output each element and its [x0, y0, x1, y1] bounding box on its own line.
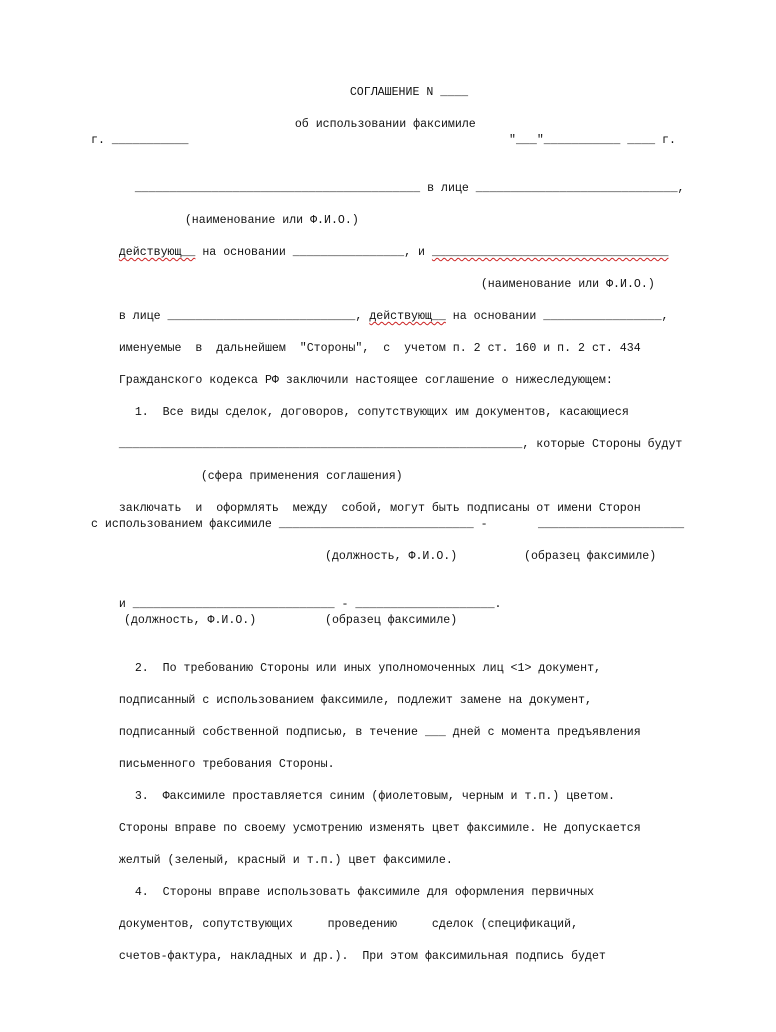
- party1-rep-blank: _____________________________: [475, 182, 678, 195]
- city-field: г. ___________: [91, 134, 189, 147]
- clause1-scope-caption-text: (сфера применения соглашения): [200, 470, 403, 483]
- city-date-line: [91, 133, 690, 149]
- clause2-line-4: [91, 741, 690, 771]
- rep2-acting-word: действующ__: [369, 310, 446, 323]
- clause1-line-5: [91, 581, 690, 611]
- clause2-line-2-text: подписанный с использованием факсимиле, подлежит замене на документ,: [118, 694, 592, 707]
- clause3-line-3: [91, 837, 690, 867]
- party1-line-end: ,: [677, 182, 685, 195]
- rep2-basis: на основании _________________,: [445, 310, 669, 323]
- clause2-line-4-text: письменного требования Стороны.: [118, 758, 335, 771]
- clause2-line-3: [91, 709, 690, 739]
- clause2-line-1: [107, 645, 690, 675]
- clause1-captions-2: [91, 613, 690, 629]
- clause2-line-2: [91, 677, 690, 707]
- clause1-line-5-text: и _____________________________ - ____________________.: [118, 598, 502, 611]
- party2-caption-text: (наименование или Ф.И.О.): [480, 278, 655, 291]
- clause4-line-1: [107, 869, 690, 899]
- acting-word: действующ__: [118, 246, 196, 259]
- document-subtitle: [267, 101, 527, 131]
- clause1-line-3-text: заключать и оформлять между собой, могут быть подписаны от имени Сторон: [118, 502, 641, 515]
- clause1-caption-position: (должность, Ф.И.О.): [325, 550, 458, 563]
- intro-line-2-text: Гражданского кодекса РФ заключили настоящее соглашение о нижеследующем:: [118, 374, 613, 387]
- party2-blank: __________________________________: [431, 246, 669, 259]
- clause4-line-1-text: 4. Стороны вправе использовать факсимиле для оформления первичных: [134, 886, 595, 899]
- clause1-scope-caption: [173, 453, 433, 483]
- clause1-line-1-text: 1. Все виды сделок, договоров, сопутствующих им документов, касающиеся: [134, 406, 629, 419]
- acting-line: [91, 229, 690, 259]
- clause1-line-1: [107, 389, 690, 419]
- subtitle-text: об использовании факсимиле: [294, 118, 476, 131]
- clause3-line-1-text: 3. Факсимиле проставляется синим (фиолетовым, черным и т.п.) цветом.: [134, 790, 615, 803]
- clause2-line-1-text: 2. По требованию Стороны или иных уполномоченных лиц <1> документ,: [134, 662, 601, 675]
- date-field: "___"___________ ____ г.: [509, 134, 676, 147]
- document-title: [322, 69, 522, 99]
- clause1-line-4: [91, 517, 690, 533]
- party1-blank: _________________________________________: [134, 182, 421, 195]
- clause1-scope-blank: __________________________________________________________: [118, 438, 523, 451]
- clause3-line-3-text: желтый (зеленый, красный и т.п.) цвет факсимиле.: [118, 854, 453, 867]
- acting-basis: на основании ________________, и: [195, 246, 432, 259]
- clause1-line-2: [91, 421, 690, 451]
- clause2-line-3-text: подписанный собственной подписью, в течение ___ дней с момента предъявления: [118, 726, 641, 739]
- intro-line-2: [91, 357, 690, 387]
- intro-line-1: [91, 325, 690, 355]
- clause1-line-2-tail: , которые Стороны будут: [522, 438, 683, 451]
- clause4-line-2: [91, 901, 690, 931]
- party1-line: [107, 165, 690, 195]
- clause3-line-2: [91, 805, 690, 835]
- party1-caption-text: (наименование или Ф.И.О.): [184, 214, 359, 227]
- clause3-line-1: [107, 773, 690, 803]
- rep2-line: [91, 293, 690, 323]
- title-text: СОГЛАШЕНИЕ N ____: [349, 86, 469, 99]
- clause1-line-4-right: _____________________: [538, 518, 685, 531]
- clause4-line-3-text: счетов-фактура, накладных и др.). При этом факсимильная подпись будет: [118, 950, 606, 963]
- clause4-line-3: [91, 933, 690, 963]
- party1-caption: [157, 197, 417, 227]
- clause1-line-3: [91, 485, 690, 515]
- clause1-caption2-sample: (образец факсимиле): [325, 614, 458, 627]
- rep2-start: в лице ___________________________,: [118, 310, 370, 323]
- clause3-line-2-text: Стороны вправе по своему усмотрению изменять цвет факсимиле. Не допускается: [118, 822, 641, 835]
- clause1-line-4-left: с использованием факсимиле ____________________________ -: [91, 518, 488, 531]
- clause1-caption2-position: (должность, Ф.И.О.): [124, 614, 257, 627]
- clause1-caption-sample: (образец факсимиле): [524, 550, 657, 563]
- clause4-line-2-text: документов, сопутствующих проведению сделок (спецификаций,: [118, 918, 579, 931]
- in-person-label: в лице: [420, 182, 476, 195]
- intro-line-1-text: именуемые в дальнейшем "Стороны", с учетом п. 2 ст. 160 и п. 2 ст. 434: [118, 342, 641, 355]
- clause1-captions-1: [91, 549, 690, 565]
- party2-caption: [453, 261, 690, 291]
